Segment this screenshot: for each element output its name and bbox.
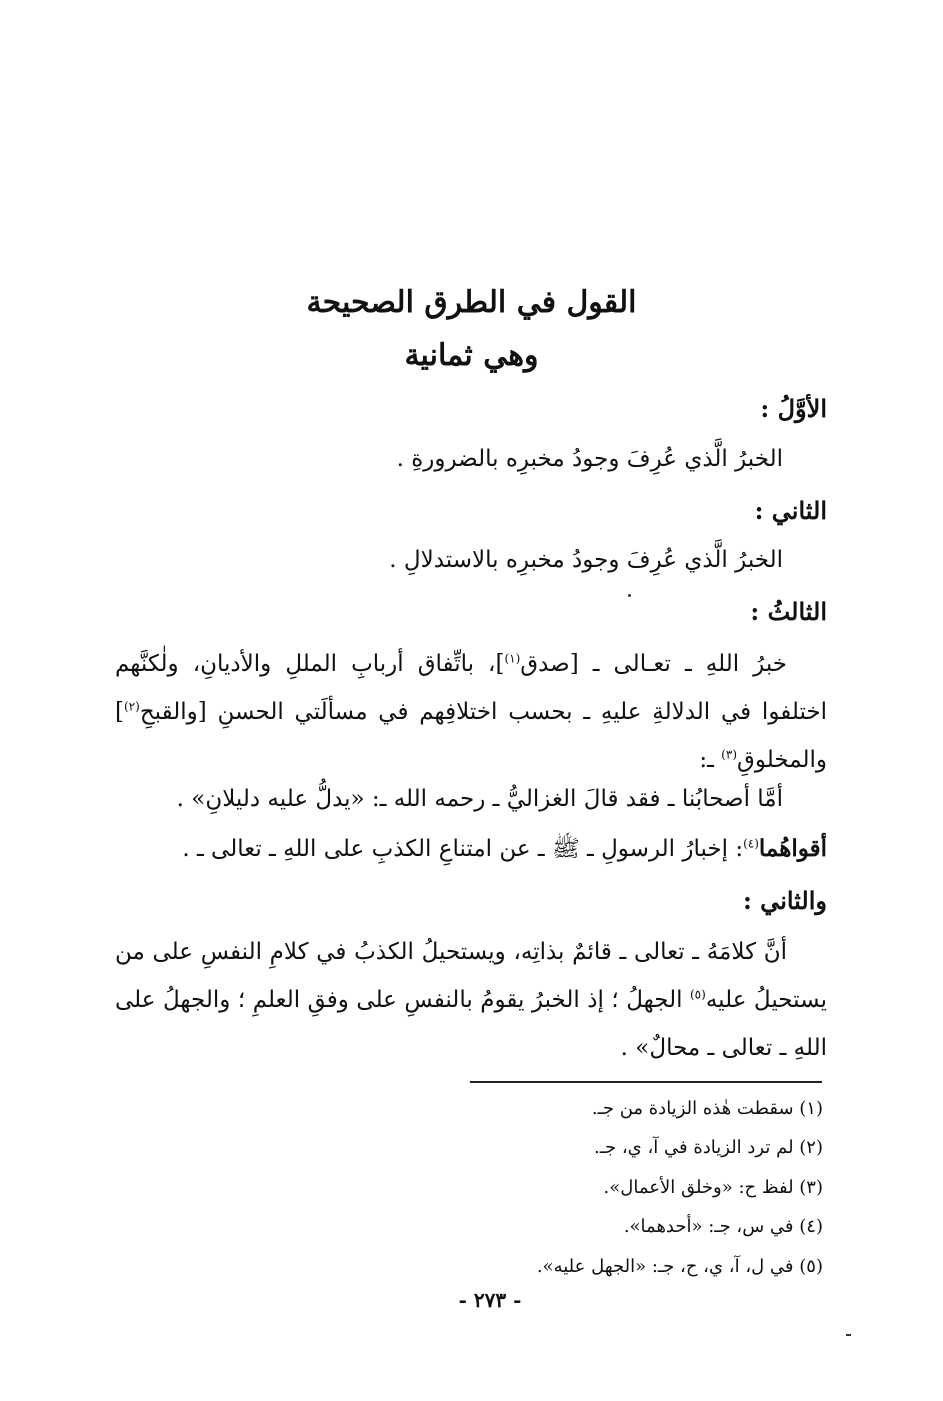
third-text-b: ]، باتِّفاق أربابِ المللِ والأديانِ، ولٰكنَّهم اختلفوا في الدلالةِ عليهِ ـ بحسب اختلافِهم في مسألَتي الحسنِ [والقبحِ <box>115 651 827 725</box>
last-text-b: الجهلُ ؛ إذ الخبرُ يقومُ بالنفسِ على وفقِ العلمِ ؛ والجهلُ على اللهِ ـ تعالى ـ محالٌ» . <box>115 987 827 1061</box>
ink-speck <box>628 594 631 597</box>
footnote-4: (٤) في س، جـ: «أحدهما». <box>623 1216 823 1237</box>
text-first: الخبرُ الَّذي عُرِفَ وجودُ مخبرِه بالضرورةِ . <box>396 446 783 472</box>
footnote-1: (١) سقطت هٰذه الزيادة من جـ. <box>591 1098 823 1119</box>
third-text-d: ـ: <box>699 747 722 773</box>
chapter-title: القول في الطرق الصحيحة <box>306 285 637 320</box>
footnote-separator <box>470 1081 822 1083</box>
chapter-subtitle: وهي ثمانية <box>404 338 539 373</box>
footnote-ref-2: (٢) <box>123 699 140 714</box>
ashab-line: أمَّا أصحابُنا ـ فقد قالَ الغزاليُّ ـ رحمه الله ـ: «يدلُّ عليه دليلانِ» . <box>176 786 783 812</box>
ink-speck <box>846 1334 851 1336</box>
paragraph-last <box>115 928 827 1072</box>
page-number: - ٢٧٣ - <box>458 1288 522 1312</box>
footnote-ref-5: (٥) <box>689 987 706 1002</box>
footnote-ref-1: (١) <box>504 651 521 666</box>
third-text-c: ] والمخلوقِ <box>115 699 827 773</box>
footnote-5: (٥) في ل، آ، ي، ح، جـ: «الجهل عليه». <box>536 1256 823 1277</box>
footnote-3: (٣) لفظ ح: «وخلق الأعمال». <box>603 1177 823 1198</box>
last-text-a: أنَّ كلامَهُ ـ تعالى ـ قائمٌ بذاتِه، ويستحيلُ الكذبُ في كلامِ النفسِ على من يستحيلُ عليه <box>115 939 827 1013</box>
aqwa-label: أقواهُما <box>758 835 827 862</box>
footnote-ref-4: (٤) <box>743 836 759 851</box>
heading-wa-thani: والثاني : <box>742 886 827 915</box>
heading-third: الثالثُ : <box>750 597 827 626</box>
third-text-a: خبرُ اللهِ ـ تعـالى ـ [صدق <box>520 651 787 677</box>
heading-first: الأوَّلُ : <box>760 394 827 423</box>
aqwa-line <box>182 832 827 866</box>
paragraph-third <box>115 640 827 784</box>
footnote-2: (٢) لم ترد الزيادة في آ، ي، جـ. <box>594 1137 823 1158</box>
heading-second: الثاني : <box>754 496 827 525</box>
text-second: الخبرُ الَّذي عُرِفَ وجودُ مخبرِه بالاستدلالِ . <box>389 547 783 573</box>
aqwa-text: : إخبارُ الرسولِ ـ ﷺ ـ عن امتناعِ الكذبِ على اللهِ ـ تعالى ـ . <box>182 836 744 862</box>
footnote-ref-3: (٣) <box>721 747 737 762</box>
